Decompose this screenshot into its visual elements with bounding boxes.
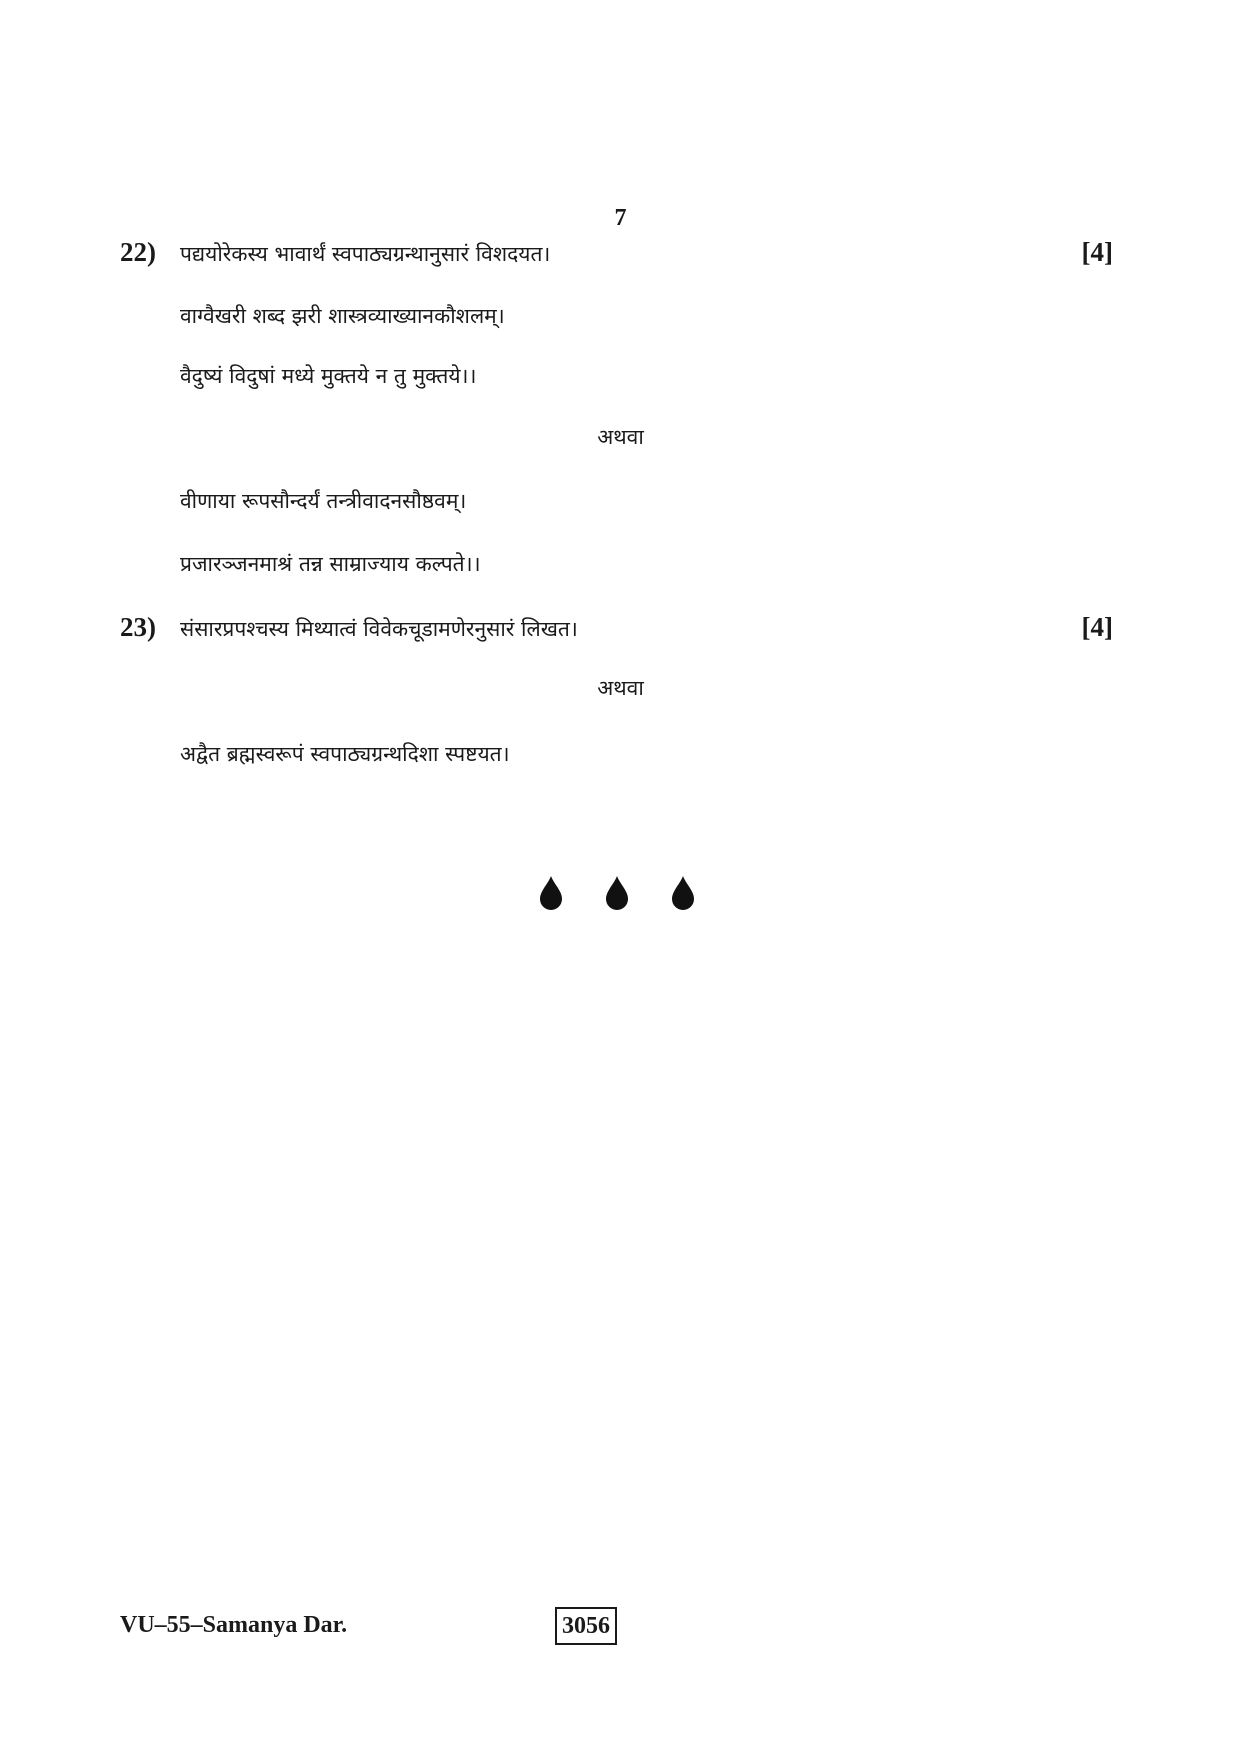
drop-icon [538,876,564,910]
question-number: 22) [120,237,156,267]
verse-line: वीणाया रूपसौन्दर्यं तन्त्रीवादनसौष्ठवम्। [180,489,467,513]
or-separator: अथवा [597,425,644,449]
verse-line: प्रजारञ्जनमाश्रं तन्न साम्राज्याय कल्पते।। [180,552,481,576]
drop-icon [604,876,630,910]
question-text: पद्ययोरेकस्य भावार्थं स्वपाठ्यग्रन्थानुसारं विशदयत। [180,242,551,266]
question-number: 23) [120,612,156,642]
verse-line: वैदुष्यं विदुषां मध्ये मुक्तये न तु मुक्तये।। [180,364,477,388]
drop-icon [670,876,696,910]
or-separator: अथवा [597,676,644,700]
verse-line: अद्वैत ब्रह्मस्वरूपं स्वपाठ्यग्रन्थदिशा स्पष्टयत। [180,742,510,766]
paper-code: VU–55–Samanya Dar. [120,1612,348,1638]
question-marks: [4] [1081,237,1113,267]
sheet-number-box: 3056 [555,1607,617,1645]
end-of-paper-marks [538,876,708,910]
question-text: संसारप्रपश्चस्य मिथ्यात्वं विवेकचूडामणेरनुसारं लिखत। [180,617,578,641]
question-marks: [4] [1081,612,1113,642]
verse-line: वाग्वैखरी शब्द झरी शास्त्रव्याख्यानकौशलम्। [180,304,505,328]
page-number: 7 [614,205,627,231]
